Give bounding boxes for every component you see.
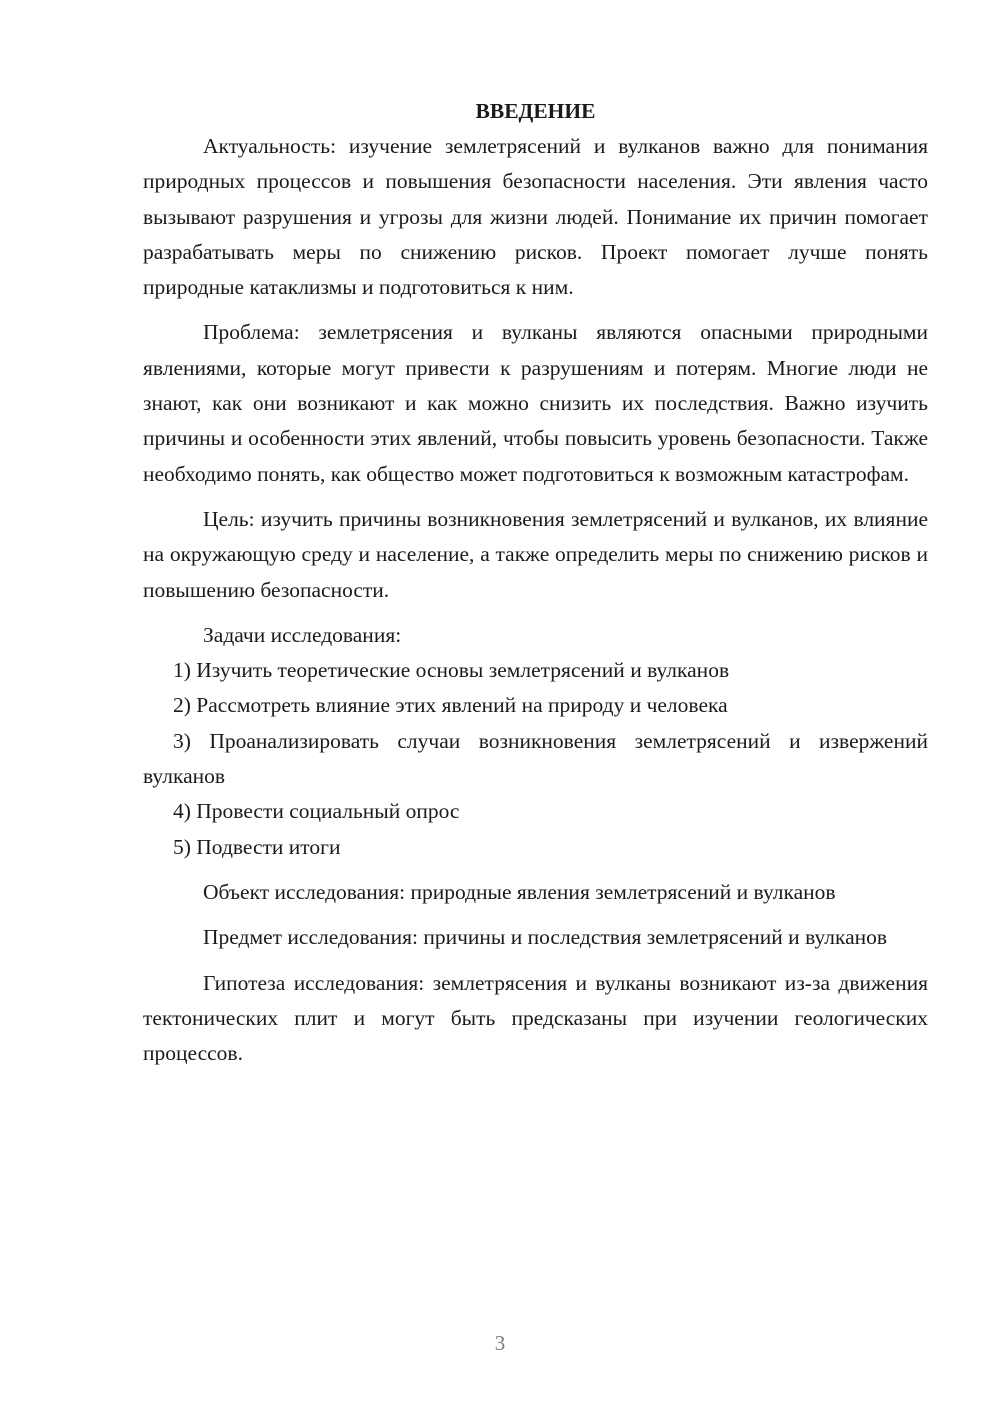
- relevance-paragraph: Актуальность: изучение землетрясений и вулканов важно для понимания природных процессов и повышения безопасности населения. Эти явления часто вызывают разрушения и угрозы для жизни людей. Понимание их причин помогает разрабатывать меры по снижению рисков. Проект помогает лучше понять природные катаклизмы и подготовиться к ним.: [143, 134, 928, 300]
- tasks-heading: Задачи исследования:: [203, 622, 402, 647]
- document-page: [143, 94, 928, 1071]
- task-item: 1) Изучить теоретические основы землетрясений и вулканов: [173, 658, 730, 683]
- subject-paragraph: Предмет исследования: причины и последствия землетрясений и вулканов: [203, 925, 888, 950]
- task-item: 5) Подвести итоги: [173, 834, 341, 859]
- problem-paragraph: Проблема: землетрясения и вулканы являются опасными природными явлениями, которые могут привести к разрушениям и потерям. Многие люди не знают, как они возникают и как можно снизить их последствия. Важно изучить причины и особенности этих явлений, чтобы повысить уровень безопасности. Также необходимо понять, как общество может подготовиться к возможным катастрофам.: [143, 320, 928, 486]
- page-title: ВВЕДЕНИЕ: [475, 99, 596, 123]
- hypothesis-paragraph: Гипотеза исследования: землетрясения и вулканы возникают из-за движения тектонических плит и могут быть предсказаны при изучении геологических процессов.: [143, 970, 928, 1066]
- task-item: 4) Провести социальный опрос: [173, 799, 460, 824]
- page-number: 3: [494, 1331, 506, 1355]
- object-paragraph: Объект исследования: природные явления землетрясений и вулканов: [203, 879, 836, 904]
- task-item: 2) Рассмотреть влияние этих явлений на природу и человека: [173, 693, 728, 718]
- task-item: 3) Проанализировать случаи возникновения землетрясений и извержений вулканов: [143, 728, 928, 789]
- goal-paragraph: Цель: изучить причины возникновения землетрясений и вулканов, их влияние на окружающую среду и население, а также определить меры по снижению рисков и повышению безопасности.: [143, 506, 928, 602]
